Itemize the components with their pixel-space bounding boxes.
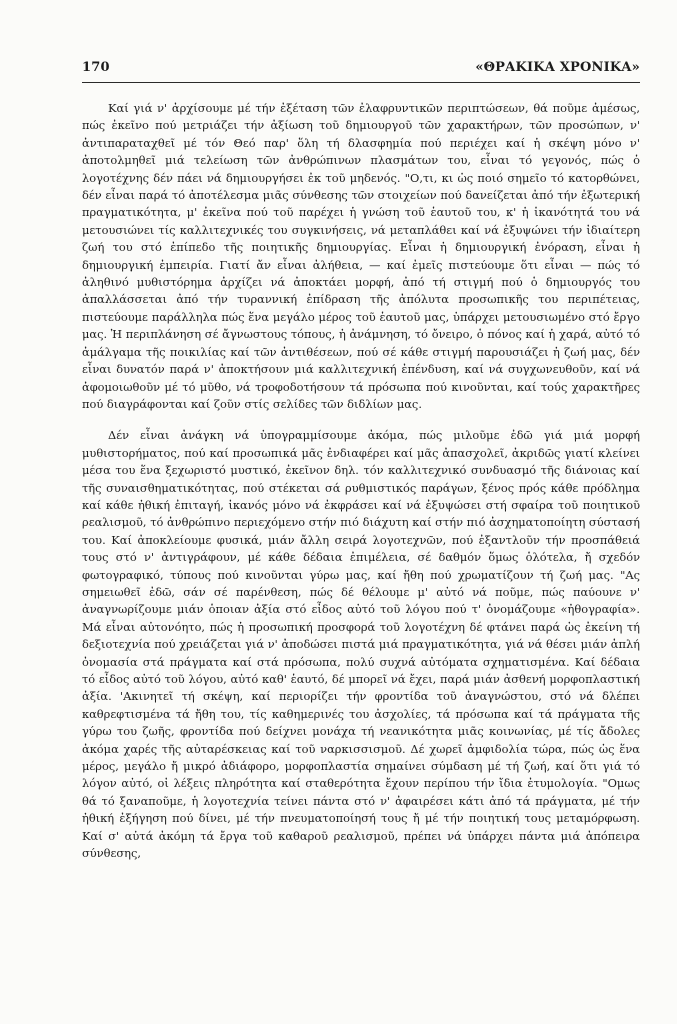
header-rule	[82, 82, 640, 83]
page-number: 170	[82, 60, 110, 75]
paragraph: Καί γιά ν' ἀρχίσουμε μέ τήν ἐξέταση τῶν ἐλαφρυντικῶν περιπτώσεων, θά ποῦμε ἀμέσως, πώς ἐκεῖνο πού μετριάζει τήν ἀξίωση τοῦ δημιουργοῦ τῶν χαρακτήρων, τῶν προσώπων, ν' ἀντιπαραταχθεῖ μέ τόν Θεό παρ' ὅλη τή δλασφημία πού περιέχει καί ἡ σκέψη μόνο ν' ἀποτολμηθεῖ μιά τελείωση τῶν ἀνθρώπινων πλασμάτων του, εἶναι τό γεγονός, πώς ὁ λογοτέχνης δέν πάει νά δημιουργήσει ἐκ τοῦ μηδενός. "Ο,τι, κι ὡς ποιό σημεῖο τό κατορθώνει, δέν εἶναι παρά τό ἀποτέλεσμα μιᾶς σύνθεσης τῶν στοιχείων πού δανείζεται ἀπό τήν ἐξωτερική πραγματικότητα, μ' ἐκεῖνα πού τοῦ παρέχει ἡ γνώση τοῦ ἑαυτοῦ του, κ' ἡ ἱκανότητά του νά μετουσιώνει τίς καλλιτεχνικές του συγκινήσεις, νά μεταπλάθει καί νά ἐξυψώνει τήν ἰδιαίτερη ζωή του στό ἐπίπεδο τῆς ποιητικῆς δημιουργίας. Εἶναι ἡ δημιουργική ἐνόραση, εἶναι ἡ δημιουργική ἐμπειρία. Γιατί ἄν εἶναι ἀλήθεια, — καί ἐμεῖς πιστεύουμε ὅτι εἶναι — πώς τό ἀληθινό μυθιστόρημα ἀρχίζει νά ἀποκτάει μορφή, ἀπό τή στιγμή πού ὁ δημιουργός του ἀπαλλάσσεται ἀπό τήν τυραννική ἐπίδραση τῆς ἀπόλυτα προσωπικῆς του περιπέτειας, πιστεύουμε παράλληλα πώς ἕνα μεγάλο μέρος τοῦ ἑαυτοῦ μας, ὑπάρχει μετουσιωμένο στό ἔργο μας. Ἡ περιπλάνηση σέ ἄγνωστους τόπους, ἡ ἀνάμνηση, τό ὄνειρο, ὁ πόνος καί ἡ χαρά, αὐτό τό ἀμάλγαμα τῆς ποικιλίας καί τῶν ἀντιθέσεων, πού σέ κάθε στιγμή παρουσιάζει ἡ ζωή μας, δέν εἶναι δυνατόν παρά ν' ἀποκτήσουν μιά καλλιτεχνική ἐπένδυση, καί νά συγχωνευθοῦν, καί νά ἀφομοιωθοῦν μέ τό μῦθο, νά τροφοδοτήσουν τά πρόσωπα πού κινοῦνται, καί τούς χαρακτῆρες πού διαγράφονται καί ζοῦν στίς σελίδες τῶν διδλίων μας.	[82, 101, 640, 411]
body-text	[82, 100, 640, 876]
page-header	[82, 60, 640, 80]
paragraph: Δέν εἶναι ἀνάγκη νά ὑπογραμμίσουμε ἀκόμα, πώς μιλοῦμε ἐδῶ γιά μιά μορφή μυθιστορήματος, πού καί προσωπικά μᾶς ἐνδιαφέρει καί μᾶς ἀπασχολεῖ, ἀκριδῶς γιατί κλείνει μέσα του ἕνα ξεχωριστό μυστικό, ἐκεῖνον δηλ. τόν καλλιτεχνικό συνδυασμό τῆς διάνοιας καί τῆς συναισθηματικότητας, πού στέκεται σά ρυθμιστικός παράγων, ξένος πρός κάθε πρόδλημα καί κάθε ἠθική ἐπιταγή, ἱκανός μόνο νά ἐκφράσει καί νά ἐξυψώσει στή σφαίρα τοῦ ποιητικοῦ ρεαλισμοῦ, τό ἀνθρώπινο περιεχόμενο στήν πιό διάχυτη καί στήν πιό ἀσχηματοποίητη σύστασή του. Καί ἀποκλείουμε φυσικά, μιάν ἄλλη σειρά λογοτεχνῶν, πού ἐξαντλοῦν τήν προσπάθειά τους στό ν' ἀντιγράφουν, μέ κάθε δέδαια ἐπιμέλεια, σέ δαθμόν ὅμως ὁλότελα, ἤ σχεδόν φωτογραφικό, τύπους πού κινοῦνται γύρω μας, καί ἤθη πού χρωματίζουν τή ζωή μας. "Ας σημειωθεῖ ἐδῶ, σάν σέ παρένθεση, πώς δέ θέλουμε μ' αὐτό νά ποῦμε, πώς παύουνε ν' ἀναγνωρίζουμε μιάν ὁποιαν ἀξία στό εἶδος αὐτό τοῦ λόγου πού τ' ὀνομάζουμε «ἠθογραφία». Μά εἶναι αὐτονόητο, πώς ἡ προσωπική προσφορά τοῦ λογοτέχνη δέ φτάνει παρά ὡς ἐκείνη τή δεξιοτεχνία πού χρειάζεται γιά ν' ἀποδώσει πιστά μιά πραγματικότητα, γιά νά θέσει μιάν ἁπλή ὀνομασία στά πράγματα καί στά πρόσωπα, πολύ συχνά αὐτόματα σχηματισμένα. Καί δέδαια τό εἶδος αὐτό τοῦ λόγου, αὐτό καθ' ἑαυτό, δέ μπορεῖ νά ἔχει, παρά μιάν ἀσθενή μορφοπλαστική ἀξία. 'Ακινητεῖ τή σκέψη, καί περιορίζει τήν φροντίδα τοῦ ἀναγνώστου, στό νά δλέπει καθρεφτισμένα τά ἤθη του, τίς καθημερινές του ἀσχολίες, τά πρόσωπα καί τά πράγματα τῆς γύρω του ζωῆς, φροντίδα πού δείχνει μονάχα τή νεανικότητα μιᾶς κοινωνίας, μέ τίς ἄδολες ἀκόμα χαρές τῆς αὐταρέσκειας καί τοῦ ναρκισσισμοῦ. Δέ χωρεῖ ἀμφιδολία τώρα, πώς ὡς ἕνα μέρος, μεγάλο ἤ μικρό ἀδιάφορο, μορφοπλαστία σημαίνει σύμδαση μέ τή ζωή, καί ὅτι γιά τό λόγον αὐτό, οἱ λέξεις πληρότητα καί σταθερότητα ἔχουν περίπου τήν ἴδια ἐτυμολογία. "Ομως θά τό ξαναποῦμε, ἡ λογοτεχνία τείνει πάντα στό ν' ἀφαιρέσει κάτι ἀπό τά πράγματα, μέ τήν ἠθική ἐξήγηση πού δίνει, μέ τήν πνευματοποίησή τους ἤ μέ τήν ποιητική τους μεταμόρφωση. Καί σ' αὐτά ἀκόμη τά ἔργα τοῦ καθαροῦ ρεαλισμοῦ, πρέπει νά ὑπάρχει πάντα μιά ἀπόπειρα σύνθεσης,	[82, 428, 640, 861]
running-title: «ΘΡΑΚΙΚΑ ΧΡΟΝΙΚΑ»	[475, 60, 640, 75]
